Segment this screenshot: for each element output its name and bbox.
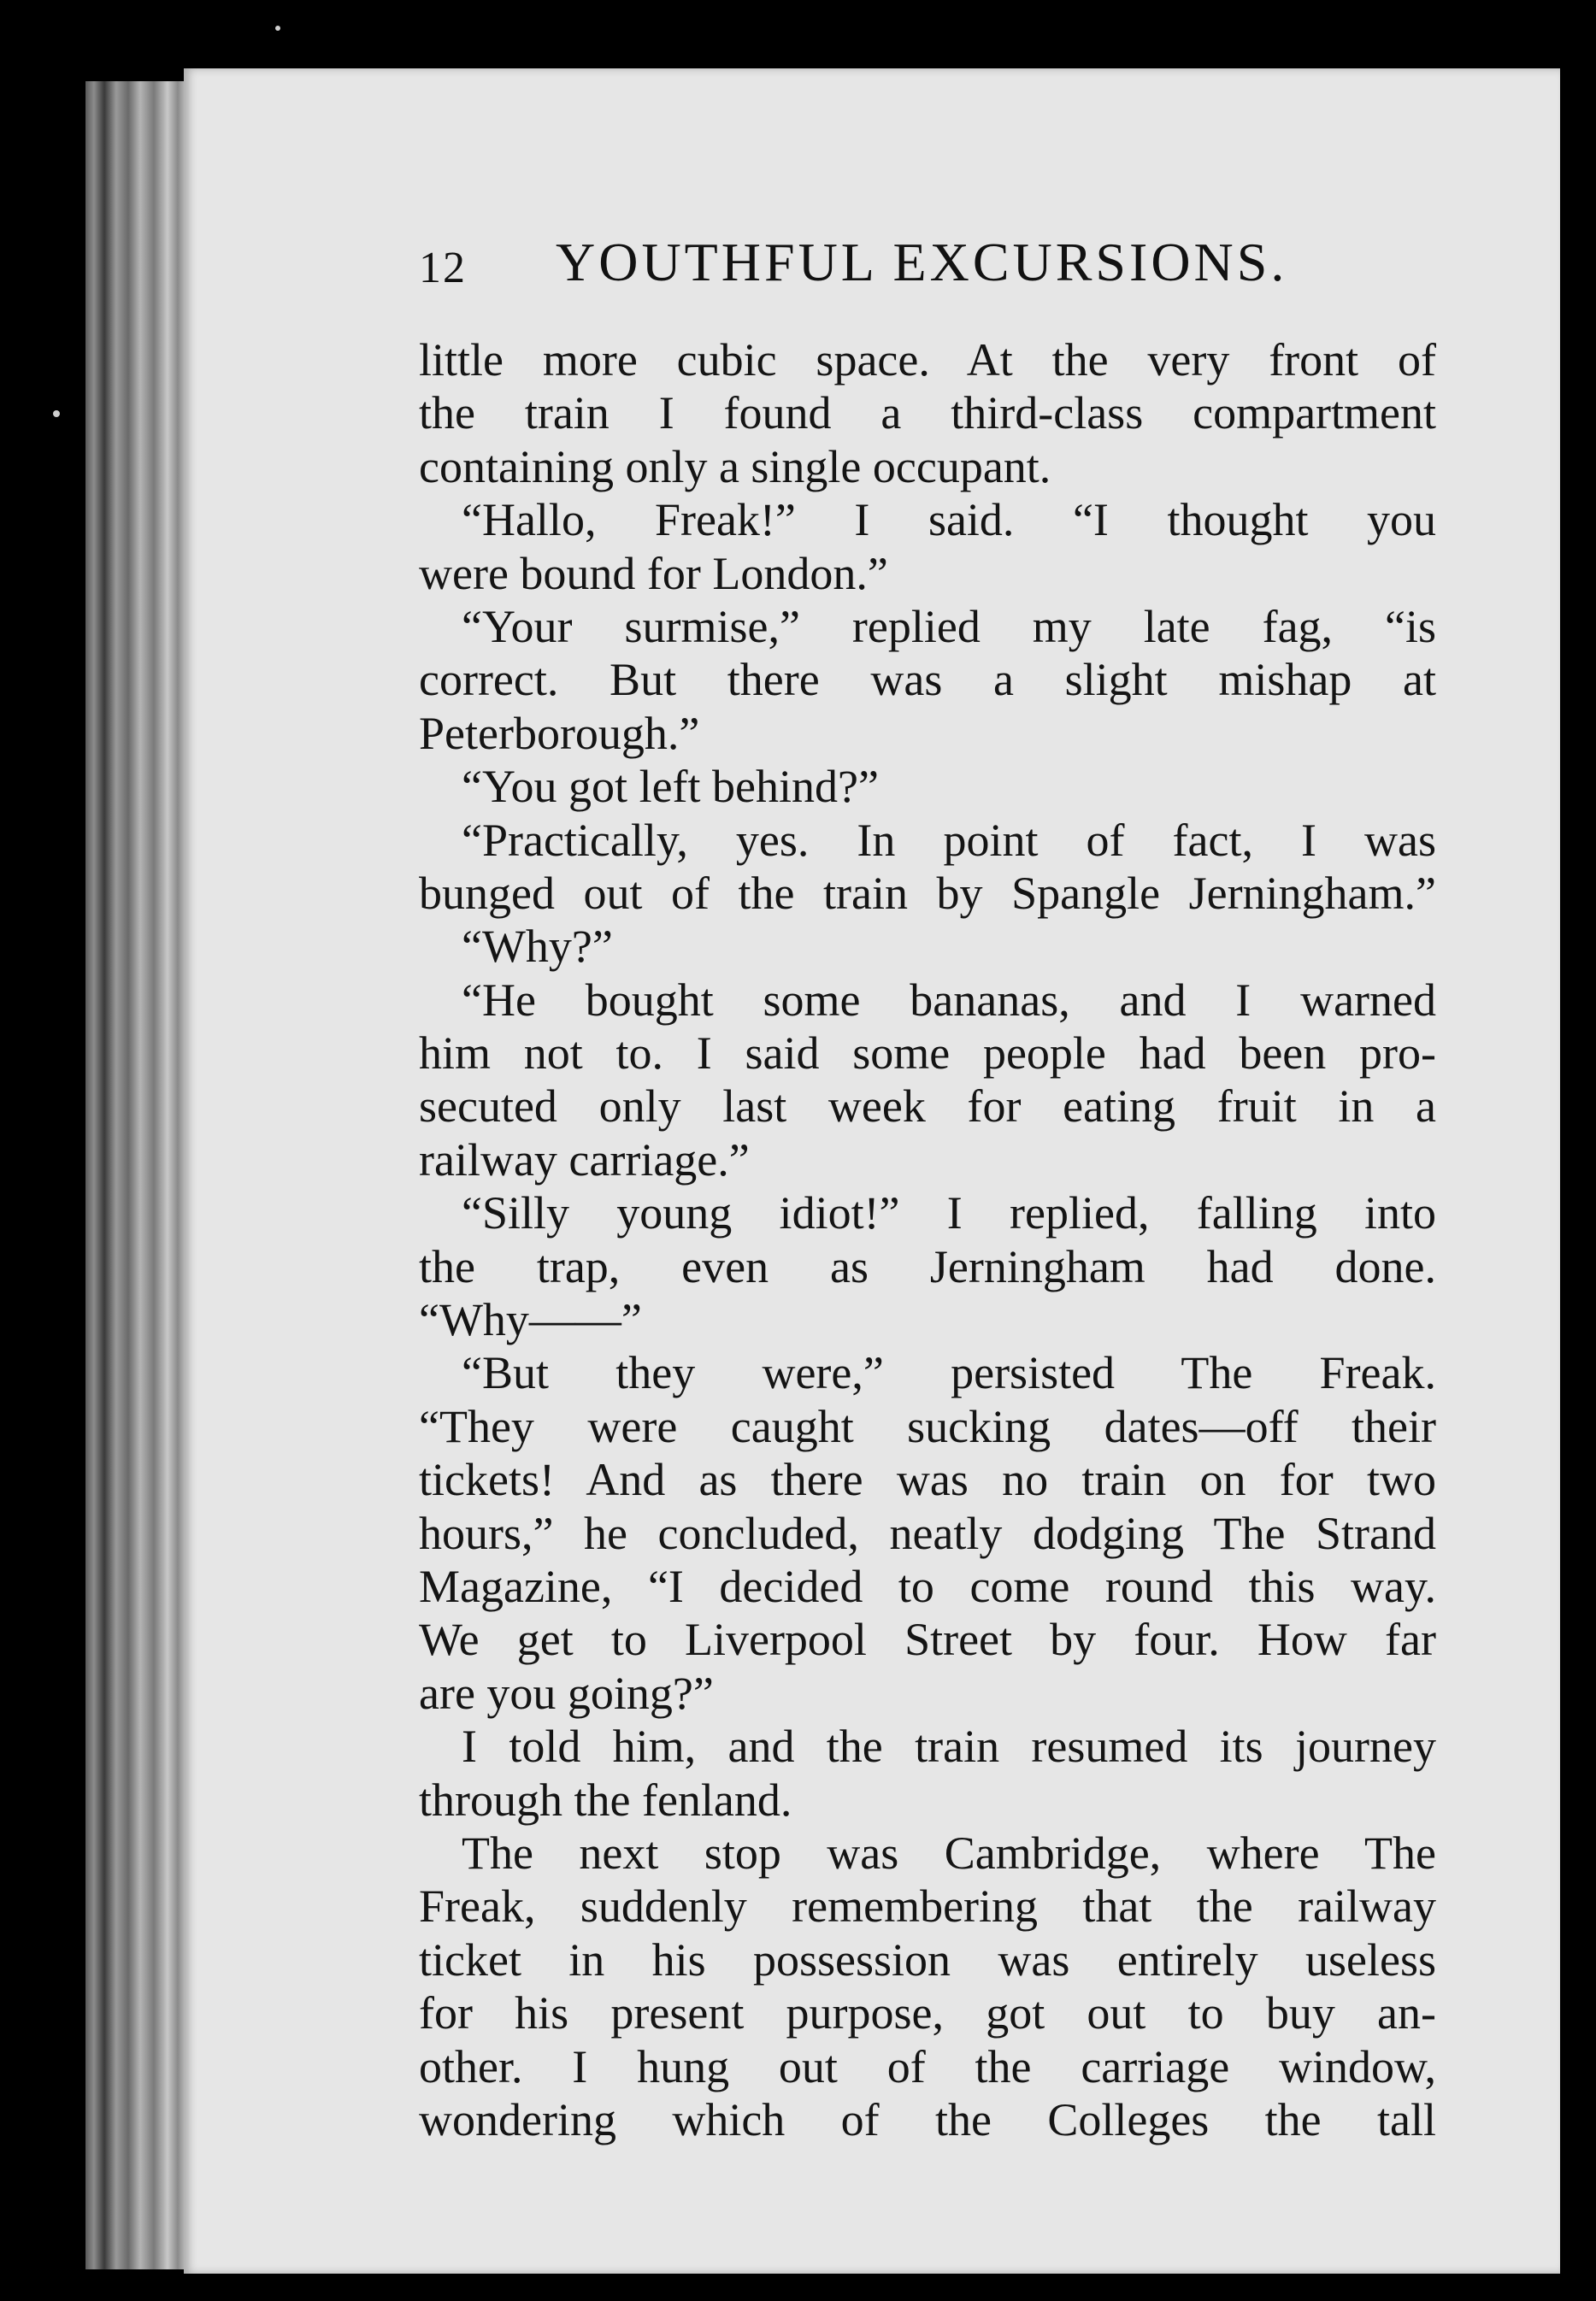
text-line: through the fenland. <box>419 1774 792 1826</box>
text-line: “They were caught sucking dates—off their <box>419 1400 1436 1452</box>
text-line: for his present purpose, got out to buy an- <box>419 1987 1436 2039</box>
text-line: Magazine, “I decided to come round this way. <box>419 1560 1436 1612</box>
text-line: bunged out of the train by Spangle Jerningham.” <box>419 867 1436 919</box>
text-line: We get to Liverpool Street by four. How far <box>419 1614 1436 1666</box>
text-line: him not to. I said some people had been pro- <box>419 1027 1436 1080</box>
text-line: little more cubic space. At the very front of <box>419 334 1436 385</box>
dust-speck <box>275 26 280 31</box>
page-number: 12 <box>419 244 467 292</box>
text-line: “But they were,” persisted The Freak. <box>462 1347 1436 1399</box>
text-line: Freak, suddenly remembering that the railway <box>419 1880 1436 1933</box>
text-line: tickets! And as there was no train on for two <box>419 1454 1436 1506</box>
text-line: were bound for London.” <box>419 547 888 599</box>
text-line: hours,” he concluded, neatly dodging The Strand <box>419 1507 1436 1559</box>
text-line: ticket in his possession was entirely useless <box>419 1933 1436 1986</box>
dust-speck <box>53 410 60 417</box>
text-line: containing only a single occupant. <box>419 440 1051 492</box>
text-line: The next stop was Cambridge, where The <box>462 1827 1436 1879</box>
text-line: the trap, even as Jerningham had done. <box>419 1240 1436 1292</box>
text-line: “You got left behind?” <box>462 761 879 813</box>
text-line: are you going?” <box>419 1667 714 1719</box>
text-line: “Why——” <box>419 1294 642 1346</box>
text-line: other. I hung out of the carriage window, <box>419 2040 1436 2092</box>
text-line: “Why?” <box>462 921 613 973</box>
text-line: I told him, and the train resumed its journey <box>462 1721 1436 1773</box>
text-line: “Hallo, Freak!” I said. “I thought you <box>462 494 1436 546</box>
text-line: Peterborough.” <box>419 707 700 759</box>
text-line: “Silly young idiot!” I replied, falling into <box>462 1187 1436 1239</box>
text-line: “Practically, yes. In point of fact, I was <box>462 814 1436 866</box>
body-text <box>419 333 1436 2146</box>
book-spine-edge <box>85 81 197 2269</box>
page-header <box>419 231 1308 308</box>
text-line: “He bought some bananas, and I warned <box>462 974 1436 1026</box>
text-line: the train I found a third-class compartment <box>419 387 1436 439</box>
text-line: wondering which of the Colleges the tall <box>419 2093 1436 2145</box>
running-head: YOUTHFUL EXCURSIONS. <box>556 232 1288 292</box>
text-line: correct. But there was a slight mishap at <box>419 654 1436 706</box>
text-line: “Your surmise,” replied my late fag, “is <box>462 600 1436 652</box>
text-line: secuted only last week for eating fruit in a <box>419 1080 1436 1133</box>
text-line: railway carriage.” <box>419 1133 750 1186</box>
